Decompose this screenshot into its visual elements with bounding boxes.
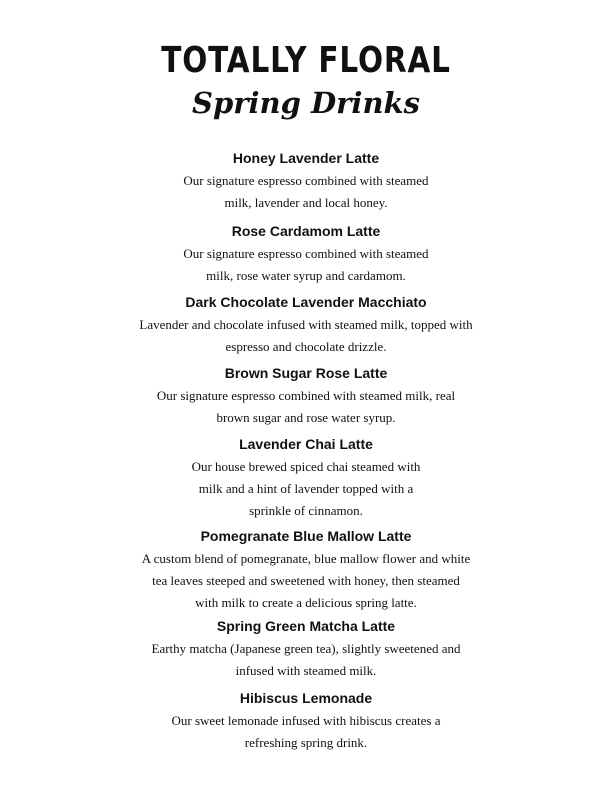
menu-item-pomegranate-blue-mallow-latte [0, 527, 612, 614]
menu-item-description [0, 243, 612, 287]
menu-item-name: Spring Green Matcha Latte [216, 618, 396, 634]
menu-item-name: Dark Chocolate Lavender Macchiato [185, 294, 427, 310]
description-line: Lavender and chocolate infused with steamed milk, topped with [139, 317, 473, 332]
menu-item-description [0, 638, 612, 682]
description-line: Our signature espresso combined with steamed milk, real [156, 388, 456, 403]
menu-item-name: Hibiscus Lemonade [239, 690, 373, 706]
menu-item-description [0, 314, 612, 358]
menu-item-lavender-chai-latte [0, 435, 612, 522]
menu-item-honey-lavender-latte [0, 149, 612, 214]
menu-item-rose-cardamom-latte [0, 222, 612, 287]
menu-item-description [0, 710, 612, 754]
description-line: espresso and chocolate drizzle. [225, 339, 387, 354]
menu-item-description [0, 456, 612, 522]
description-line: milk, lavender and local honey. [224, 195, 388, 210]
description-line: Our signature espresso combined with steamed [183, 246, 429, 261]
description-line: infused with steamed milk. [235, 663, 377, 678]
menu-item-name: Rose Cardamom Latte [231, 223, 381, 239]
menu-item-hibiscus-lemonade [0, 689, 612, 754]
description-line: Our sweet lemonade infused with hibiscus creates a [171, 713, 441, 728]
description-line: refreshing spring drink. [244, 735, 368, 750]
description-line: with milk to create a delicious spring latte. [195, 595, 417, 610]
menu-item-spring-green-matcha-latte [0, 617, 612, 682]
menu-title: TOTALLY FLORAL [161, 40, 451, 81]
menu-item-description [0, 170, 612, 214]
menu-item-name: Lavender Chai Latte [239, 436, 373, 452]
menu-item-name: Pomegranate Blue Mallow Latte [200, 528, 412, 544]
description-line: milk, rose water syrup and cardamom. [206, 268, 406, 283]
menu-item-brown-sugar-rose-latte [0, 364, 612, 429]
description-line: brown sugar and rose water syrup. [216, 410, 396, 425]
description-line: tea leaves steeped and sweetened with honey, then steamed [152, 573, 460, 588]
description-line: Our signature espresso combined with steamed [183, 173, 429, 188]
description-line: Our house brewed spiced chai steamed with [191, 459, 421, 474]
description-line: milk and a hint of lavender topped with a [198, 481, 414, 496]
menu-subtitle: Spring Drinks [192, 86, 420, 120]
menu-item-description [0, 548, 612, 614]
menu-item-name: Brown Sugar Rose Latte [224, 365, 388, 381]
menu-item-name: Honey Lavender Latte [232, 150, 380, 166]
description-line: sprinkle of cinnamon. [249, 503, 363, 518]
menu-item-description [0, 385, 612, 429]
description-line: Earthy matcha (Japanese green tea), slightly sweetened and [151, 641, 461, 656]
description-line: A custom blend of pomegranate, blue mallow flower and white [141, 551, 471, 566]
menu-item-dark-chocolate-lavender-macchiato [0, 293, 612, 358]
